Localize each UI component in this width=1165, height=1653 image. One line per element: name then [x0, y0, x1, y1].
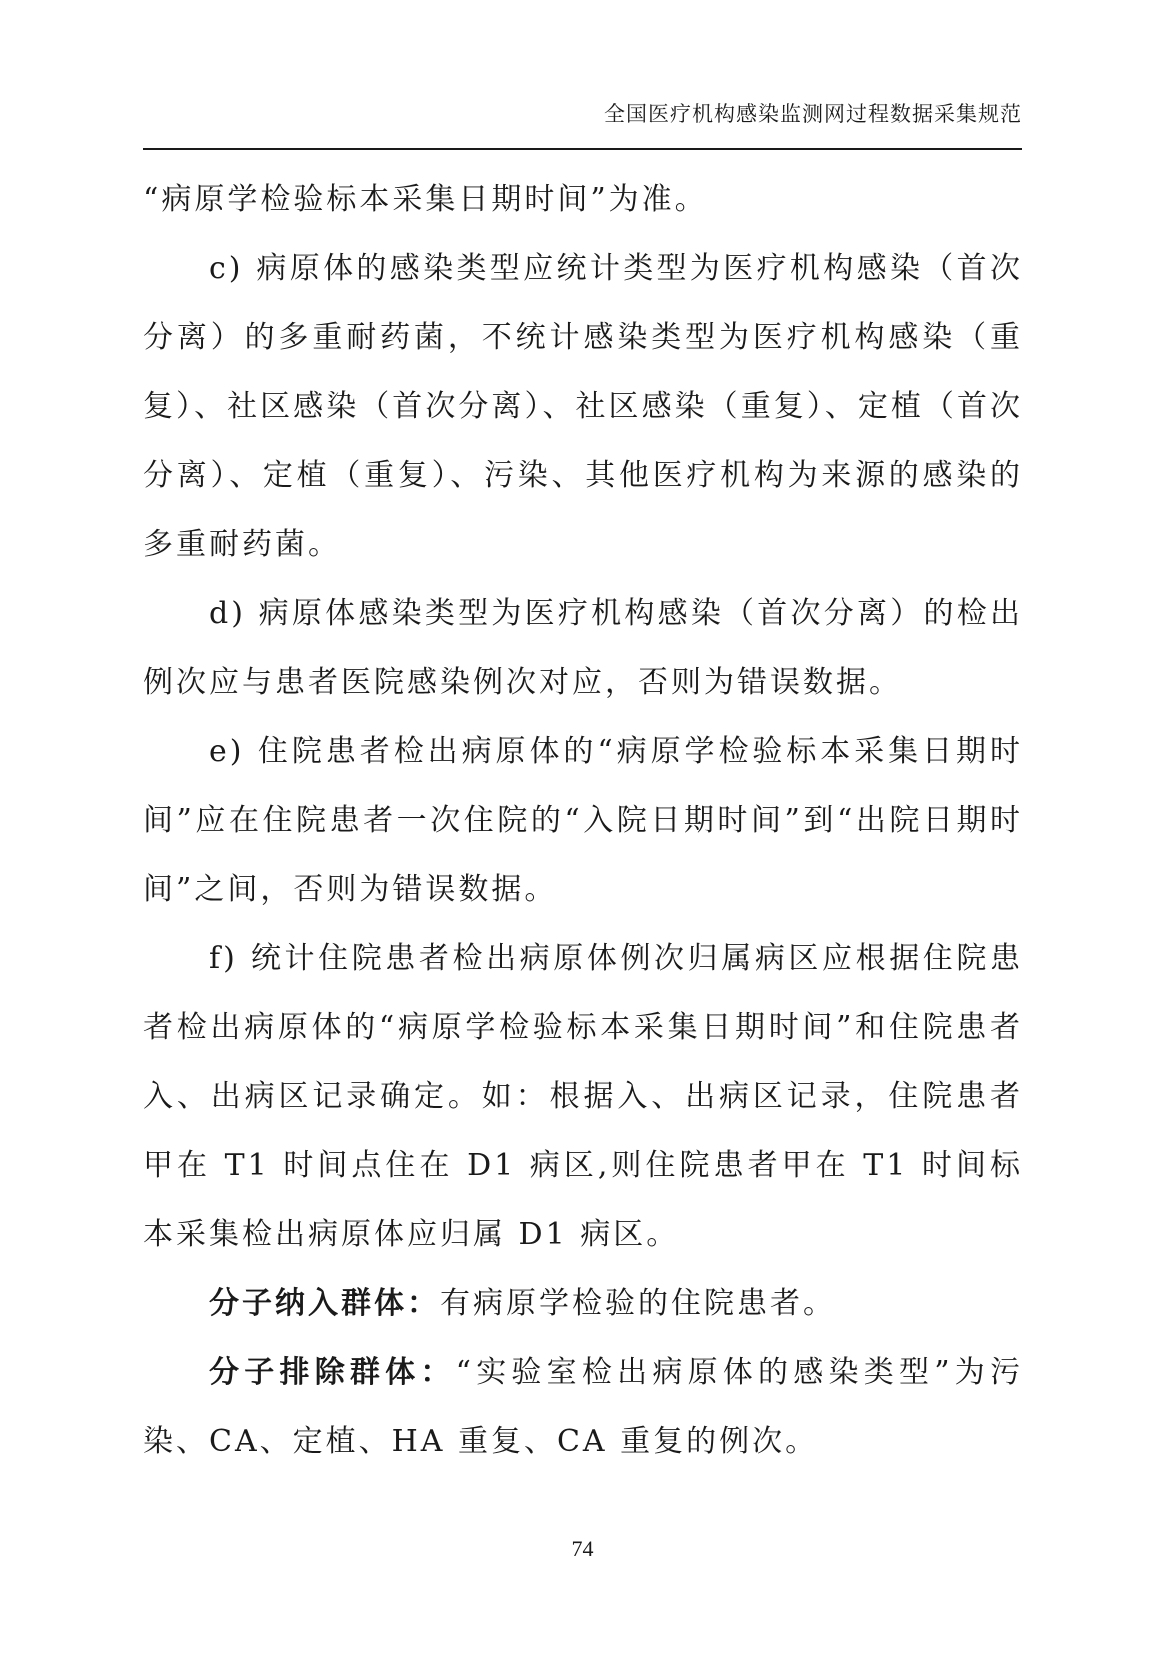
- numerator-exclusion-text: “实验室检出病原体的感染类型”为污染、CA、定植、HA 重复、CA 重复的例次。: [143, 1355, 1023, 1459]
- header-title: 全国医疗机构感染监测网过程数据采集规范: [604, 102, 1022, 126]
- paragraph-item-f: f) 统计住院患者检出病原体例次归属病区应根据住院患者检出病原体的“病原学检验标本采集日期时间”和住院患者入、出病区记录确定。如：根据入、出病区记录，住院患者甲在 T1 时间点住在 D1 病区,则住院患者甲在 T1 时间标本采集检出病原体应归属 D1 病区。: [143, 941, 1023, 1252]
- paragraph-numerator-inclusion: [143, 1269, 1023, 1338]
- paragraph-continuation: “病原学检验标本采集日期时间”为准。: [143, 182, 708, 217]
- term-numerator-exclusion: 分子排除群体：: [209, 1355, 456, 1390]
- paragraph-item-c: c) 病原体的感染类型应统计类型为医疗机构感染（首次分离）的多重耐药菌，不统计感染类型为医疗机构感染（重复）、社区感染（首次分离）、社区感染（重复）、定植（首次分离）、定植（重复）、污染、其他医疗机构为来源的感染的多重耐药菌。: [143, 251, 1023, 562]
- page-number: 74: [571, 1536, 594, 1561]
- term-numerator-inclusion: 分子纳入群体：: [209, 1286, 440, 1321]
- paragraph-item-d: d) 病原体感染类型为医疗机构感染（首次分离）的检出例次应与患者医院感染例次对应，否则为错误数据。: [143, 596, 1023, 700]
- page-header: [143, 88, 1022, 150]
- numerator-inclusion-text: 有病原学检验的住院患者。: [440, 1286, 836, 1321]
- paragraph-item-e: e) 住院患者检出病原体的“病原学检验标本采集日期时间”应在住院患者一次住院的“入院日期时间”到“出院日期时间”之间，否则为错误数据。: [143, 734, 1023, 907]
- paragraph-numerator-exclusion: [143, 1338, 1023, 1476]
- page-body: [143, 165, 1023, 1476]
